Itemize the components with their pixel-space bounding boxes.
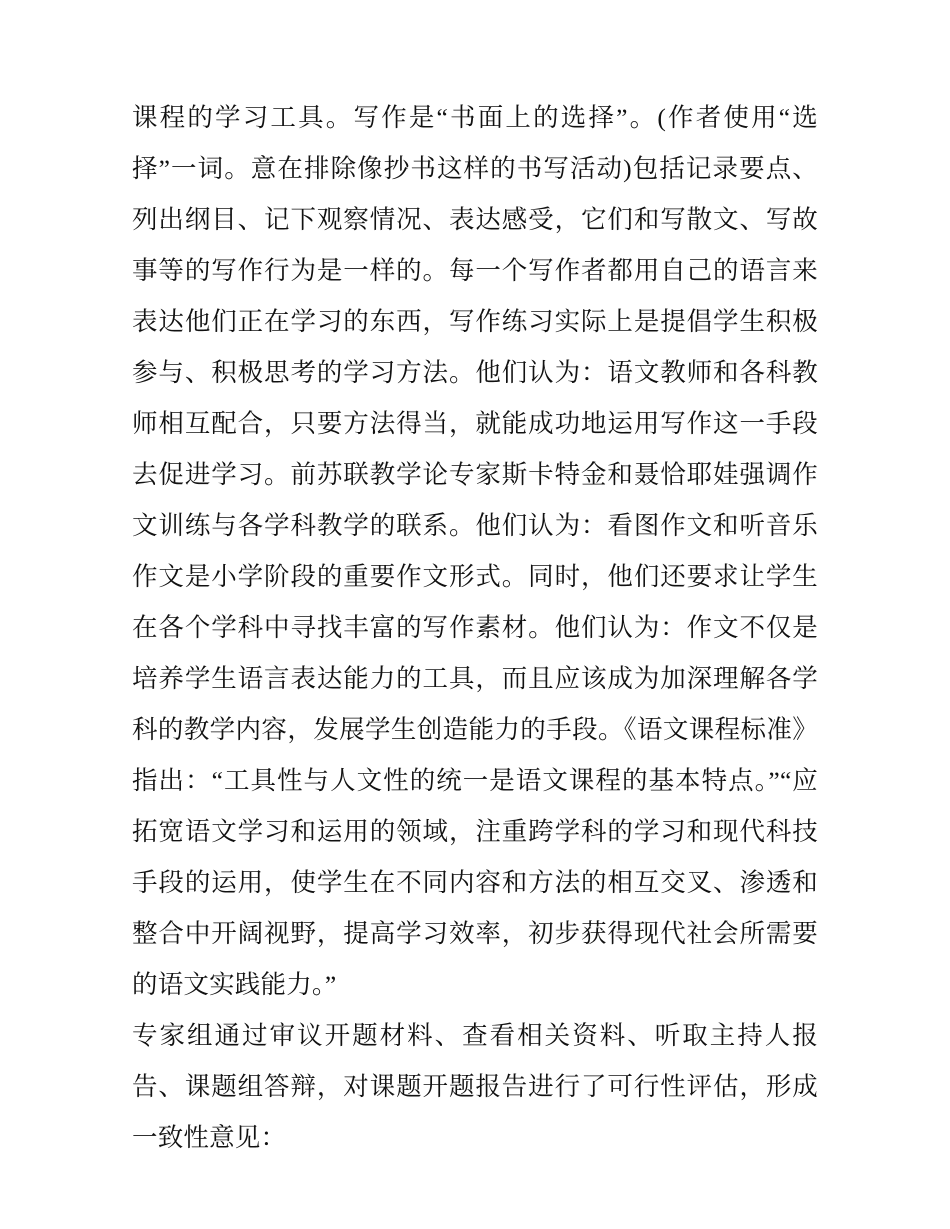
paragraph-2: 专家组通过审议开题材料、查看相关资料、听取主持人报告、课题组答辩，对课题开题报告进行了可行性评估，形成一致性意见： (132, 1021, 818, 1152)
document-body (132, 92, 818, 1163)
paragraph-1: 课程的学习工具。写作是“书面上的选择”。(作者使用“选择”一词。意在排除像抄书这样的书写活动)包括记录要点、列出纲目、记下观察情况、表达感受，它们和写散文、写故事等的写作行为是一样的。每一个写作者都用自己的语言来表达他们正在学习的东西，写作练习实际上是提倡学生积极参与、积极思考的学习方法。他们认为：语文教师和各科教师相互配合，只要方法得当，就能成功地运用写作这一手段去促进学习。前苏联教学论专家斯卡特金和聂恰耶娃强调作文训练与各学科教学的联系。他们认为：看图作文和听音乐作文是小学阶段的重要作文形式。同时，他们还要求让学生在各个学科中寻找丰富的写作素材。他们认为：作文不仅是培养学生语言表达能力的工具，而且应该成为加深理解各学科的教学内容，发展学生创造能力的手段。《语文课程标准》指出：“工具性与人文性的统一是语文课程的基本特点。”“应拓宽语文学习和运用的领域，注重跨学科的学习和现代科技手段的运用，使学生在不同内容和方法的相互交叉、渗透和整合中开阔视野，提高学习效率，初步获得现代社会所需要的语文实践能力。” (132, 103, 818, 999)
